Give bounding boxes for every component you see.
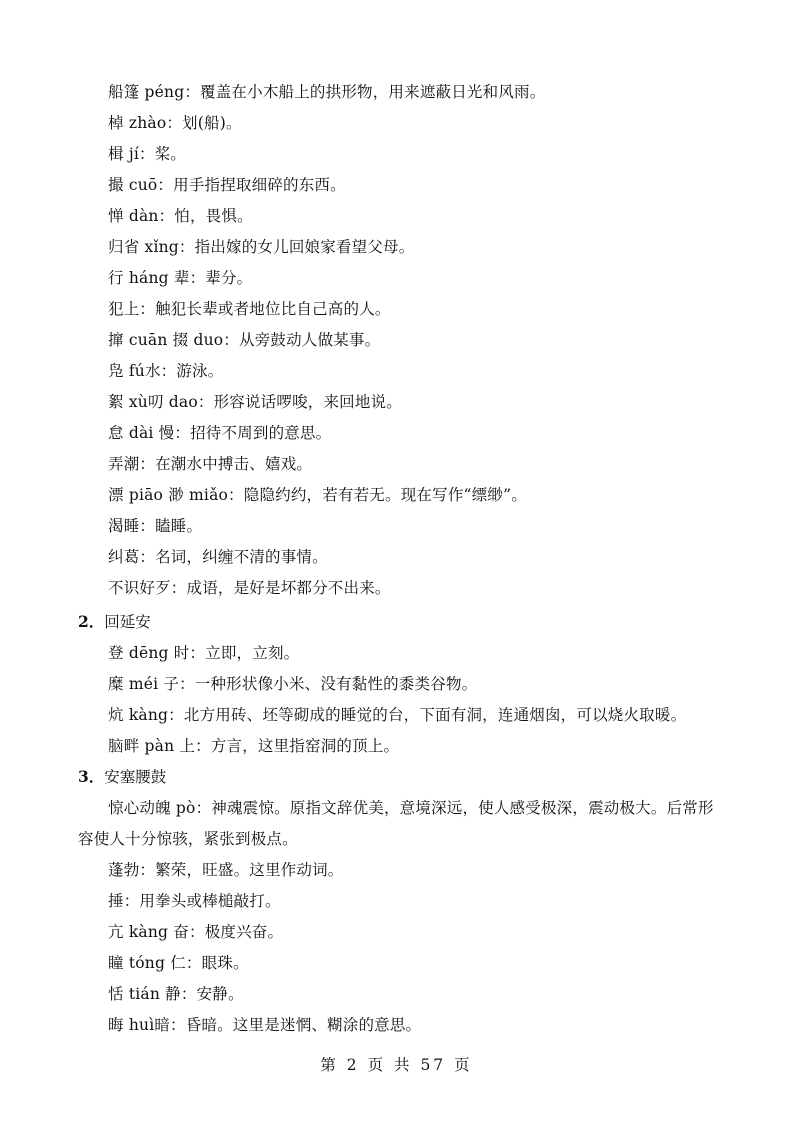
vocab-entry: 归省 xǐng：指出嫁的女儿回娘家看望父母。 <box>108 238 415 256</box>
page-footer: 第 2 页 共 57 页 <box>320 1056 473 1074</box>
vocab-entry: 絮 xù叨 dao：形容说话啰唆，来回地说。 <box>108 393 402 411</box>
vocab-entry-continuation: 容使人十分惊骇，紧张到极点。 <box>78 830 298 848</box>
vocab-entry: 纠葛：名词，纠缠不清的事情。 <box>108 548 328 566</box>
vocab-entry: 撺 cuān 掇 duo：从旁鼓动人做某事。 <box>108 331 381 349</box>
section-number: 2． <box>78 612 105 631</box>
vocab-entry: 渴睡：瞌睡。 <box>108 517 203 535</box>
vocab-entry: 晦 huì暗：昏暗。这里是迷惘、糊涂的意思。 <box>108 1016 422 1034</box>
vocab-entry: 楫 jí：桨。 <box>108 145 187 163</box>
vocab-entry: 登 dēng 时：立即，立刻。 <box>108 644 300 662</box>
vocab-entry: 弄潮：在潮水中搏击、嬉戏。 <box>108 455 313 473</box>
section-title: 安塞腰鼓 <box>104 768 167 786</box>
vocab-entry: 撮 cuō：用手指捏取细碎的东西。 <box>108 176 346 194</box>
vocab-entry: 行 háng 辈：辈分。 <box>108 269 253 287</box>
section-title: 回延安 <box>104 613 151 631</box>
vocab-entry: 惮 dàn：怕，畏惧。 <box>108 207 253 225</box>
vocab-entry: 瞳 tóng 仁：眼珠。 <box>108 954 249 972</box>
vocab-entry: 棹 zhào：划(船)。 <box>108 114 242 132</box>
section-heading-2 <box>78 612 151 632</box>
vocab-entry: 凫 fú水：游泳。 <box>108 362 224 380</box>
section-heading-3 <box>78 767 166 787</box>
vocab-entry: 蓬勃：繁荣，旺盛。这里作动词。 <box>108 861 344 879</box>
vocab-entry: 脑畔 pàn 上：方言，这里指窑洞的顶上。 <box>108 737 400 755</box>
vocab-entry: 糜 méi 子：一种形状像小米、没有黏性的黍类谷物。 <box>108 675 478 693</box>
vocab-entry: 捶：用拳头或棒槌敲打。 <box>108 892 281 910</box>
vocab-entry: 炕 kàng：北方用砖、坯等砌成的睡觉的台，下面有洞，连通烟囱，可以烧火取暖。 <box>108 706 687 724</box>
vocab-entry: 惊心动魄 pò：神魂震惊。原指文辞优美，意境深远，使人感受极深，震动极大。后常形 <box>108 799 714 817</box>
vocab-entry: 船篷 péng：覆盖在小木船上的拱形物，用来遮蔽日光和风雨。 <box>108 83 546 101</box>
section-number: 3． <box>78 767 105 786</box>
vocab-entry: 犯上：触犯长辈或者地位比自己高的人。 <box>108 300 391 318</box>
vocab-entry: 亢 kàng 奋：极度兴奋。 <box>108 923 284 941</box>
vocab-entry: 不识好歹：成语，是好是坏都分不出来。 <box>108 579 391 597</box>
vocab-entry: 怠 dài 慢：招待不周到的意思。 <box>108 424 332 442</box>
vocab-entry: 漂 piāo 渺 miǎo：隐隐约约，若有若无。现在写作“缥缈”。 <box>108 486 527 504</box>
vocab-entry: 恬 tián 静：安静。 <box>108 985 244 1003</box>
